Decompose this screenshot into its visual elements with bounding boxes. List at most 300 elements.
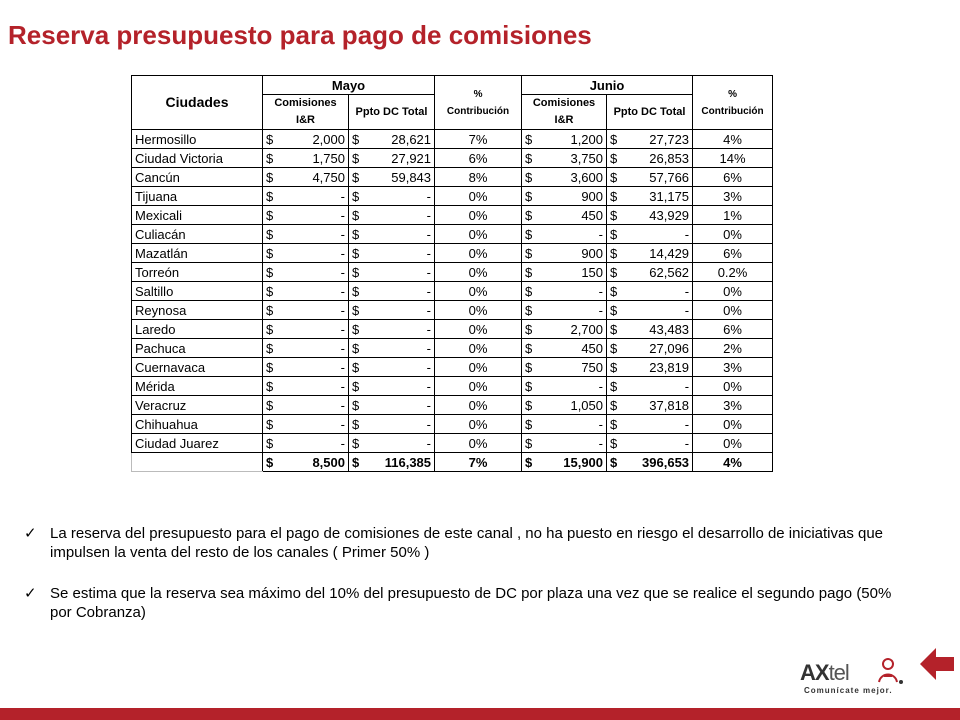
city-cell: Cancún — [132, 168, 263, 187]
currency-symbol: $ — [352, 264, 360, 280]
may-budget-cell — [349, 377, 435, 396]
currency-symbol: $ — [266, 169, 274, 185]
may-budget-cell — [349, 320, 435, 339]
pct-label: Contribución — [701, 105, 764, 117]
currency-symbol: $ — [610, 226, 618, 242]
currency-symbol: $ — [352, 169, 360, 185]
jun-pct-cell: 0% — [693, 282, 773, 301]
currency-symbol: $ — [610, 245, 618, 261]
currency-symbol: $ — [352, 188, 360, 204]
jun-budget-cell — [607, 396, 693, 415]
amount: - — [340, 321, 345, 337]
commission-table — [131, 75, 772, 501]
currency-symbol: $ — [610, 150, 618, 166]
amount: 2,000 — [312, 131, 345, 147]
jun-budget-cell — [607, 225, 693, 244]
pct-symbol: % — [728, 88, 737, 100]
currency-symbol: $ — [266, 283, 274, 299]
logo-ax: AX — [800, 660, 829, 685]
jun-commission-cell — [522, 187, 607, 206]
jun-commission-cell — [522, 320, 607, 339]
may-commission-cell — [263, 339, 349, 358]
city-cell: Hermosillo — [132, 130, 263, 149]
currency-symbol: $ — [525, 264, 533, 280]
currency-symbol: $ — [266, 131, 274, 147]
amount: 450 — [581, 340, 604, 356]
currency-symbol: $ — [525, 207, 533, 223]
city-cell: Culiacán — [132, 225, 263, 244]
currency-symbol: $ — [525, 454, 533, 470]
currency-symbol: $ — [352, 207, 360, 223]
table-row — [132, 377, 773, 396]
currency-symbol: $ — [610, 340, 618, 356]
total-jun-budget — [607, 453, 693, 472]
bullet-text: La reserva del presupuesto para el pago de comisiones de este canal , no ha puesto en riesgo el desarrollo de iniciativas que impulsen la venta del resto de los canales ( Primer 50% ) — [50, 525, 884, 561]
table-row — [132, 130, 773, 149]
jun-pct-cell: 0% — [693, 225, 773, 244]
amount: - — [598, 283, 604, 299]
city-cell: Mazatlán — [132, 244, 263, 263]
jun-budget-cell — [607, 301, 693, 320]
amount: - — [426, 435, 432, 451]
checkmark-icon: ✓ — [24, 525, 37, 542]
jun-pct-cell: 2% — [693, 339, 773, 358]
may-commission-cell — [263, 396, 349, 415]
header-month-jun: Junio — [522, 76, 693, 95]
bullet-text: Se estima que la reserva sea máximo del 10% del presupuesto de DC por plaza una vez que se realice el segundo pago (50% por Cobranza) — [50, 585, 892, 621]
currency-symbol: $ — [352, 454, 360, 470]
currency-symbol: $ — [266, 416, 274, 432]
jun-commission-cell — [522, 206, 607, 225]
currency-symbol: $ — [352, 359, 360, 375]
table-row — [132, 225, 773, 244]
city-cell: Ciudad Victoria — [132, 149, 263, 168]
jun-commission-cell — [522, 244, 607, 263]
city-cell: Torreón — [132, 263, 263, 282]
may-pct-cell: 0% — [435, 415, 522, 434]
amount: 27,723 — [649, 131, 690, 147]
amount: 1,750 — [312, 150, 345, 166]
jun-pct-cell: 3% — [693, 187, 773, 206]
currency-symbol: $ — [266, 397, 274, 413]
may-budget-cell — [349, 339, 435, 358]
table-row — [132, 168, 773, 187]
currency-symbol: $ — [352, 416, 360, 432]
jun-budget-cell — [607, 339, 693, 358]
amount: - — [340, 188, 345, 204]
logo-tel: tel — [828, 660, 849, 685]
currency-symbol: $ — [525, 283, 533, 299]
may-commission-cell — [263, 282, 349, 301]
amount: 57,766 — [649, 169, 690, 185]
amount: - — [426, 302, 432, 318]
amount: - — [426, 245, 432, 261]
amount: - — [684, 283, 690, 299]
jun-commission-cell — [522, 415, 607, 434]
amount: 4,750 — [312, 169, 345, 185]
jun-pct-cell: 0.2% — [693, 263, 773, 282]
header-commission-may — [263, 95, 349, 130]
currency-symbol: $ — [610, 283, 618, 299]
page-title: Reserva presupuesto para pago de comisiones — [8, 20, 592, 50]
currency-symbol: $ — [525, 378, 533, 394]
header-pct-jun — [693, 76, 773, 130]
jun-budget-cell — [607, 282, 693, 301]
commission-sublabel: I&R — [554, 114, 574, 126]
currency-symbol: $ — [352, 150, 360, 166]
amount: 750 — [581, 359, 604, 375]
may-pct-cell: 0% — [435, 187, 522, 206]
may-commission-cell — [263, 377, 349, 396]
jun-pct-cell: 4% — [693, 130, 773, 149]
currency-symbol: $ — [610, 302, 618, 318]
amount: - — [340, 340, 345, 356]
amount: 2,700 — [570, 321, 604, 337]
table-row — [132, 263, 773, 282]
may-commission-cell — [263, 263, 349, 282]
may-budget-cell — [349, 263, 435, 282]
pct-label: Contribución — [446, 105, 510, 117]
amount: - — [684, 302, 690, 318]
bullet-item — [24, 524, 904, 562]
may-budget-cell — [349, 225, 435, 244]
footer-bar — [0, 708, 960, 720]
amount: 59,843 — [391, 169, 432, 185]
jun-budget-cell — [607, 320, 693, 339]
header-month-may: Mayo — [263, 76, 435, 95]
table-row — [132, 187, 773, 206]
table-body — [132, 130, 773, 472]
amount: - — [340, 245, 345, 261]
amount: - — [684, 226, 690, 242]
amount: - — [426, 359, 432, 375]
may-commission-cell — [263, 434, 349, 453]
currency-symbol: $ — [610, 378, 618, 394]
city-cell: Reynosa — [132, 301, 263, 320]
logo-figure-icon — [874, 656, 904, 686]
amount: - — [340, 378, 345, 394]
city-cell: Mérida — [132, 377, 263, 396]
city-cell: Mexicali — [132, 206, 263, 225]
may-commission-cell — [263, 130, 349, 149]
amount: - — [340, 264, 345, 280]
currency-symbol: $ — [525, 359, 533, 375]
jun-commission-cell — [522, 434, 607, 453]
may-pct-cell: 7% — [435, 130, 522, 149]
amount: - — [340, 283, 345, 299]
header-city: Ciudades — [132, 76, 263, 130]
may-commission-cell — [263, 149, 349, 168]
currency-symbol: $ — [525, 302, 533, 318]
may-commission-cell — [263, 415, 349, 434]
currency-symbol: $ — [266, 359, 274, 375]
commission-label: Comisiones — [274, 97, 337, 109]
jun-pct-cell: 1% — [693, 206, 773, 225]
amount: - — [340, 416, 345, 432]
may-budget-cell — [349, 187, 435, 206]
jun-budget-cell — [607, 130, 693, 149]
amount: 450 — [581, 207, 604, 223]
amount: - — [426, 321, 432, 337]
jun-pct-cell: 0% — [693, 377, 773, 396]
amount: - — [598, 302, 604, 318]
currency-symbol: $ — [525, 150, 533, 166]
may-commission-cell — [263, 187, 349, 206]
jun-commission-cell — [522, 282, 607, 301]
jun-commission-cell — [522, 168, 607, 187]
amount: - — [340, 359, 345, 375]
currency-symbol: $ — [525, 340, 533, 356]
amount: 26,853 — [649, 150, 690, 166]
amount: - — [426, 207, 432, 223]
currency-symbol: $ — [610, 321, 618, 337]
may-pct-cell: 0% — [435, 339, 522, 358]
currency-symbol: $ — [610, 416, 618, 432]
may-budget-cell — [349, 301, 435, 320]
currency-symbol: $ — [352, 321, 360, 337]
may-pct-cell: 0% — [435, 282, 522, 301]
may-commission-cell — [263, 320, 349, 339]
table-row — [132, 339, 773, 358]
amount: 116,385 — [384, 454, 432, 470]
currency-symbol: $ — [610, 397, 618, 413]
currency-symbol: $ — [525, 131, 533, 147]
may-budget-cell — [349, 282, 435, 301]
amount: 1,050 — [570, 397, 604, 413]
may-budget-cell — [349, 168, 435, 187]
currency-symbol: $ — [610, 188, 618, 204]
logo-wordmark — [800, 660, 849, 686]
table-row — [132, 244, 773, 263]
may-budget-cell — [349, 130, 435, 149]
currency-symbol: $ — [266, 454, 274, 470]
jun-commission-cell — [522, 339, 607, 358]
jun-budget-cell — [607, 263, 693, 282]
total-may-budget — [349, 453, 435, 472]
may-budget-cell — [349, 358, 435, 377]
amount: - — [340, 435, 345, 451]
may-pct-cell: 6% — [435, 149, 522, 168]
currency-symbol: $ — [525, 416, 533, 432]
currency-symbol: $ — [352, 435, 360, 451]
jun-budget-cell — [607, 377, 693, 396]
jun-budget-cell — [607, 358, 693, 377]
amount: 15,900 — [563, 454, 604, 470]
may-commission-cell — [263, 225, 349, 244]
currency-symbol: $ — [525, 245, 533, 261]
may-budget-cell — [349, 149, 435, 168]
may-pct-cell: 0% — [435, 301, 522, 320]
amount: - — [684, 416, 690, 432]
currency-symbol: $ — [352, 131, 360, 147]
amount: - — [598, 226, 604, 242]
amount: - — [426, 226, 432, 242]
jun-commission-cell — [522, 358, 607, 377]
amount: 37,818 — [649, 397, 690, 413]
may-commission-cell — [263, 358, 349, 377]
amount: 31,175 — [649, 188, 690, 204]
jun-commission-cell — [522, 396, 607, 415]
jun-budget-cell — [607, 168, 693, 187]
amount: 43,929 — [649, 207, 690, 223]
jun-pct-cell: 6% — [693, 320, 773, 339]
jun-budget-cell — [607, 434, 693, 453]
jun-commission-cell — [522, 377, 607, 396]
currency-symbol: $ — [525, 397, 533, 413]
amount: - — [426, 397, 432, 413]
amount: - — [340, 207, 345, 223]
jun-commission-cell — [522, 263, 607, 282]
amount: 3,600 — [570, 169, 604, 185]
currency-symbol: $ — [352, 226, 360, 242]
amount: 43,483 — [649, 321, 690, 337]
amount: 900 — [581, 245, 604, 261]
amount: - — [426, 416, 432, 432]
jun-pct-cell: 0% — [693, 415, 773, 434]
may-budget-cell — [349, 206, 435, 225]
currency-symbol: $ — [525, 169, 533, 185]
may-pct-cell: 0% — [435, 244, 522, 263]
amount: - — [598, 435, 604, 451]
amount: - — [598, 378, 604, 394]
may-pct-cell: 0% — [435, 358, 522, 377]
table-row — [132, 396, 773, 415]
currency-symbol: $ — [266, 188, 274, 204]
currency-symbol: $ — [352, 340, 360, 356]
amount: 1,200 — [570, 131, 604, 147]
may-commission-cell — [263, 301, 349, 320]
currency-symbol: $ — [266, 245, 274, 261]
amount: - — [426, 188, 432, 204]
city-cell: Cuernavaca — [132, 358, 263, 377]
currency-symbol: $ — [266, 302, 274, 318]
header-budget-jun: Ppto DC Total — [607, 95, 693, 130]
jun-pct-cell: 3% — [693, 358, 773, 377]
amount: 28,621 — [391, 131, 432, 147]
city-cell: Ciudad Juarez — [132, 434, 263, 453]
may-pct-cell: 0% — [435, 377, 522, 396]
amount: 27,096 — [649, 340, 690, 356]
currency-symbol: $ — [352, 397, 360, 413]
table-row — [132, 358, 773, 377]
jun-pct-cell: 6% — [693, 168, 773, 187]
jun-budget-cell — [607, 187, 693, 206]
may-pct-cell: 0% — [435, 225, 522, 244]
currency-symbol: $ — [266, 150, 274, 166]
may-commission-cell — [263, 244, 349, 263]
currency-symbol: $ — [352, 245, 360, 261]
table-row — [132, 206, 773, 225]
jun-commission-cell — [522, 149, 607, 168]
header-commission-jun — [522, 95, 607, 130]
amount: - — [340, 302, 345, 318]
currency-symbol: $ — [266, 435, 274, 451]
may-pct-cell: 0% — [435, 320, 522, 339]
jun-budget-cell — [607, 415, 693, 434]
amount: - — [340, 226, 345, 242]
total-may-pct: 7% — [435, 453, 522, 472]
jun-commission-cell — [522, 225, 607, 244]
currency-symbol: $ — [266, 264, 274, 280]
currency-symbol: $ — [610, 131, 618, 147]
currency-symbol: $ — [266, 207, 274, 223]
jun-commission-cell — [522, 130, 607, 149]
total-may-commission — [263, 453, 349, 472]
header-budget-may: Ppto DC Total — [349, 95, 435, 130]
logo-tagline: Comunícate mejor. — [804, 686, 893, 695]
may-pct-cell: 0% — [435, 434, 522, 453]
currency-symbol: $ — [352, 378, 360, 394]
jun-pct-cell: 14% — [693, 149, 773, 168]
city-cell: Veracruz — [132, 396, 263, 415]
may-commission-cell — [263, 168, 349, 187]
currency-symbol: $ — [525, 188, 533, 204]
amount: 8,500 — [312, 454, 345, 470]
city-cell: Pachuca — [132, 339, 263, 358]
city-cell: Tijuana — [132, 187, 263, 206]
jun-pct-cell: 0% — [693, 301, 773, 320]
currency-symbol: $ — [352, 302, 360, 318]
axtel-logo — [800, 656, 910, 702]
jun-pct-cell: 6% — [693, 244, 773, 263]
currency-symbol: $ — [610, 359, 618, 375]
currency-symbol: $ — [352, 283, 360, 299]
may-commission-cell — [263, 206, 349, 225]
total-jun-pct: 4% — [693, 453, 773, 472]
city-cell: Chihuahua — [132, 415, 263, 434]
commission-label: Comisiones — [532, 97, 596, 109]
commission-sublabel: I&R — [296, 114, 315, 126]
currency-symbol: $ — [610, 435, 618, 451]
bullet-item — [24, 584, 904, 622]
may-budget-cell — [349, 396, 435, 415]
jun-budget-cell — [607, 149, 693, 168]
table-row — [132, 282, 773, 301]
currency-symbol: $ — [266, 340, 274, 356]
total-label-cell — [132, 453, 263, 472]
table-row — [132, 320, 773, 339]
amount: 396,653 — [642, 454, 690, 470]
amount: - — [598, 416, 604, 432]
amount: - — [426, 264, 432, 280]
pct-symbol: % — [473, 88, 483, 100]
total-row — [132, 453, 773, 472]
may-budget-cell — [349, 415, 435, 434]
amount: - — [340, 397, 345, 413]
currency-symbol: $ — [610, 207, 618, 223]
back-arrow-icon[interactable] — [918, 642, 956, 686]
table-row — [132, 434, 773, 453]
may-pct-cell: 8% — [435, 168, 522, 187]
jun-pct-cell: 0% — [693, 434, 773, 453]
currency-symbol: $ — [610, 454, 618, 470]
table-row — [132, 301, 773, 320]
header-pct-may — [435, 76, 522, 130]
currency-symbol: $ — [610, 169, 618, 185]
bullet-list — [24, 524, 904, 644]
amount: 150 — [581, 264, 604, 280]
amount: 3,750 — [570, 150, 604, 166]
may-budget-cell — [349, 244, 435, 263]
amount: - — [426, 378, 432, 394]
currency-symbol: $ — [525, 226, 533, 242]
total-jun-commission — [522, 453, 607, 472]
jun-budget-cell — [607, 206, 693, 225]
may-pct-cell: 0% — [435, 206, 522, 225]
table-row — [132, 149, 773, 168]
checkmark-icon: ✓ — [24, 585, 37, 602]
currency-symbol: $ — [266, 226, 274, 242]
